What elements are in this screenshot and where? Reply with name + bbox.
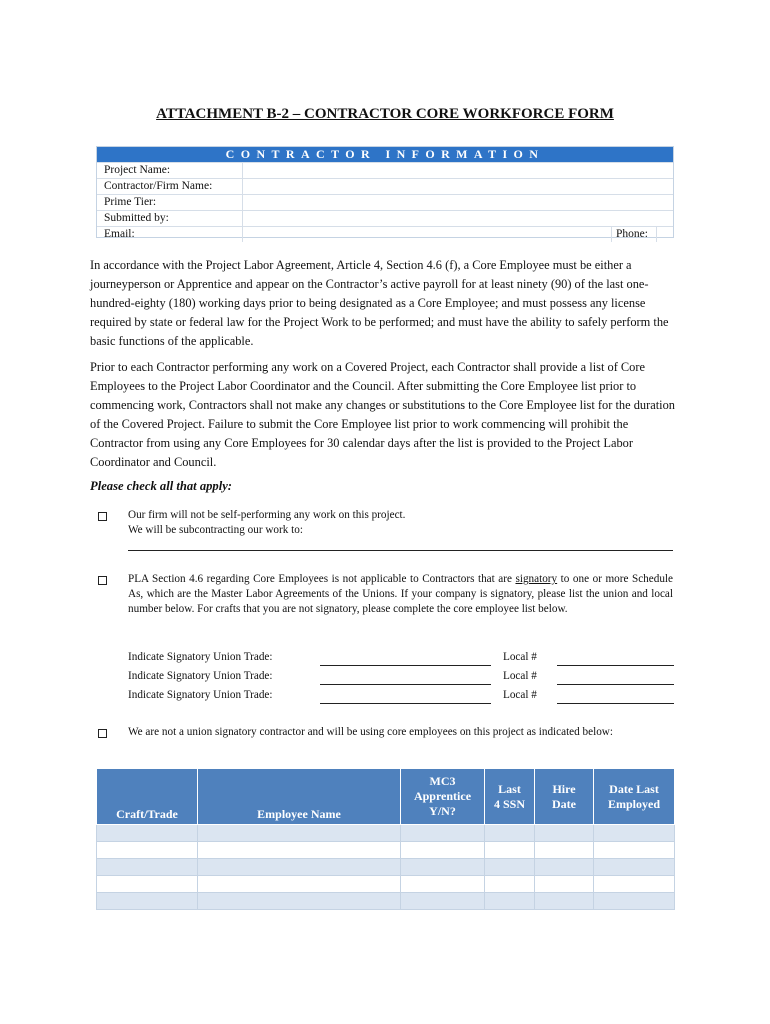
- prime-tier-row: [97, 194, 673, 210]
- table-cell[interactable]: [97, 842, 198, 859]
- table-cell[interactable]: [594, 859, 675, 876]
- table-row: [97, 825, 675, 842]
- option1-line2: We will be subcontracting our work to:: [128, 524, 303, 536]
- table-cell[interactable]: [535, 893, 594, 910]
- contractor-name-label: Contractor/Firm Name:: [104, 180, 213, 192]
- header-employee-name: Employee Name: [198, 769, 401, 825]
- option1-line1: Our firm will not be self-performing any work on this project.: [128, 509, 406, 521]
- table-cell[interactable]: [97, 859, 198, 876]
- table-cell[interactable]: [401, 876, 485, 893]
- option3-text: We are not a union signatory contractor and will be using core employees on this project as indicated below:: [128, 726, 613, 738]
- header-craft-trade: Craft/Trade: [97, 769, 198, 825]
- table-row: [97, 859, 675, 876]
- local-label-3: Local #: [503, 689, 537, 701]
- trade-input-line-1[interactable]: [320, 665, 491, 666]
- project-name-field[interactable]: [242, 163, 673, 178]
- trade-input-line-3[interactable]: [320, 703, 491, 704]
- table-cell[interactable]: [97, 825, 198, 842]
- prime-tier-label: Prime Tier:: [104, 196, 157, 208]
- header-hire-date: Hire Date: [535, 769, 594, 825]
- option3-checkbox[interactable]: [98, 729, 107, 738]
- header-mc3-apprentice: MC3 Apprentice Y/N?: [401, 769, 485, 825]
- table-cell[interactable]: [485, 842, 535, 859]
- table-cell[interactable]: [198, 842, 401, 859]
- table-cell[interactable]: [401, 859, 485, 876]
- table-cell[interactable]: [485, 876, 535, 893]
- prime-tier-field[interactable]: [242, 195, 673, 210]
- table-cell[interactable]: [401, 842, 485, 859]
- table-cell[interactable]: [485, 893, 535, 910]
- local-input-line-3[interactable]: [557, 703, 674, 704]
- trade-input-line-2[interactable]: [320, 684, 491, 685]
- table-cell[interactable]: [535, 825, 594, 842]
- table-cell[interactable]: [594, 842, 675, 859]
- table-row: [97, 842, 675, 859]
- core-employee-table: [96, 768, 675, 910]
- project-name-row: [97, 162, 673, 178]
- local-label-2: Local #: [503, 670, 537, 682]
- email-field[interactable]: [242, 227, 673, 242]
- table-cell[interactable]: [198, 859, 401, 876]
- option1-checkbox[interactable]: [98, 512, 107, 521]
- table-cell[interactable]: [594, 893, 675, 910]
- contractor-info-header: CONTRACTOR INFORMATION: [97, 147, 673, 162]
- table-cell[interactable]: [485, 859, 535, 876]
- table-cell[interactable]: [594, 876, 675, 893]
- trade-label-1: Indicate Signatory Union Trade:: [128, 651, 273, 663]
- check-all-heading: Please check all that apply:: [90, 479, 232, 493]
- table-cell[interactable]: [198, 825, 401, 842]
- table-cell[interactable]: [198, 893, 401, 910]
- option1-text: [128, 508, 673, 538]
- table-cell[interactable]: [594, 825, 675, 842]
- submitted-by-label: Submitted by:: [104, 212, 169, 224]
- contractor-name-field[interactable]: [242, 179, 673, 194]
- header-date-last-employed: Date Last Employed: [594, 769, 675, 825]
- submitted-by-field[interactable]: [242, 211, 673, 226]
- table-cell[interactable]: [535, 876, 594, 893]
- table-cell[interactable]: [401, 825, 485, 842]
- core-table-header-row: [97, 769, 675, 825]
- table-cell[interactable]: [198, 876, 401, 893]
- local-input-line-1[interactable]: [557, 665, 674, 666]
- option2-text-after: to one or more Schedule As, which are the Master Labor Agreements of the Unions. If your company is signatory, please list the union and local number below. For crafts that you are not signatory, please complete the core employee list below.: [128, 573, 674, 615]
- table-cell[interactable]: [535, 859, 594, 876]
- option2-text: [128, 572, 673, 617]
- option2-signatory-word: signatory: [515, 573, 558, 585]
- table-row: [97, 893, 675, 910]
- email-row: [97, 226, 673, 242]
- table-cell[interactable]: [97, 876, 198, 893]
- core-employee-definition: In accordance with the Project Labor Agreement, Article 4, Section 4.6 (f), a Core Employee must be either a journeyperson or Apprentice and appear on the Contractor’s active payroll for at least ninety (90) of the last one-hundred-eighty (180) working days prior to being designated as a Core Employee; and must possess any license required by state or federal law for the Project Work to be performed; and must have the ability to safely perform the basic functions of the applicable.: [90, 258, 669, 348]
- option2-text-before: PLA Section 4.6 regarding Core Employees is not applicable to Contractors that are: [128, 573, 516, 585]
- subcontractor-input-line[interactable]: [128, 550, 673, 551]
- email-label: Email:: [104, 228, 135, 240]
- core-employee-list-requirement: Prior to each Contractor performing any work on a Covered Project, each Contractor shall provide a list of Core Employees to the Project Labor Coordinator and the Council. After submitting the Core Employee list prior to commencing work, Contractors shall not make any changes or substitutions to the Core Employee list for the duration of the Covered Project. Failure to submit the Core Employee list prior to work commencing will prohibit the Contractor from using any Core Employees for 30 calendar days after the list is provided to the Project Labor Coordinator and Council.: [90, 360, 675, 469]
- option2-checkbox[interactable]: [98, 576, 107, 585]
- table-cell[interactable]: [401, 893, 485, 910]
- table-row: [97, 876, 675, 893]
- contractor-name-row: [97, 178, 673, 194]
- trade-label-2: Indicate Signatory Union Trade:: [128, 670, 273, 682]
- contractor-info-box: [96, 146, 674, 238]
- table-cell[interactable]: [485, 825, 535, 842]
- local-input-line-2[interactable]: [557, 684, 674, 685]
- table-cell[interactable]: [97, 893, 198, 910]
- phone-label: Phone:: [611, 227, 657, 242]
- local-label-1: Local #: [503, 651, 537, 663]
- project-name-label: Project Name:: [104, 164, 171, 176]
- header-last-4-ssn: Last 4 SSN: [485, 769, 535, 825]
- submitted-by-row: [97, 210, 673, 226]
- table-cell[interactable]: [535, 842, 594, 859]
- form-title: ATTACHMENT B-2 – CONTRACTOR CORE WORKFORCE FORM: [156, 106, 614, 122]
- trade-label-3: Indicate Signatory Union Trade:: [128, 689, 273, 701]
